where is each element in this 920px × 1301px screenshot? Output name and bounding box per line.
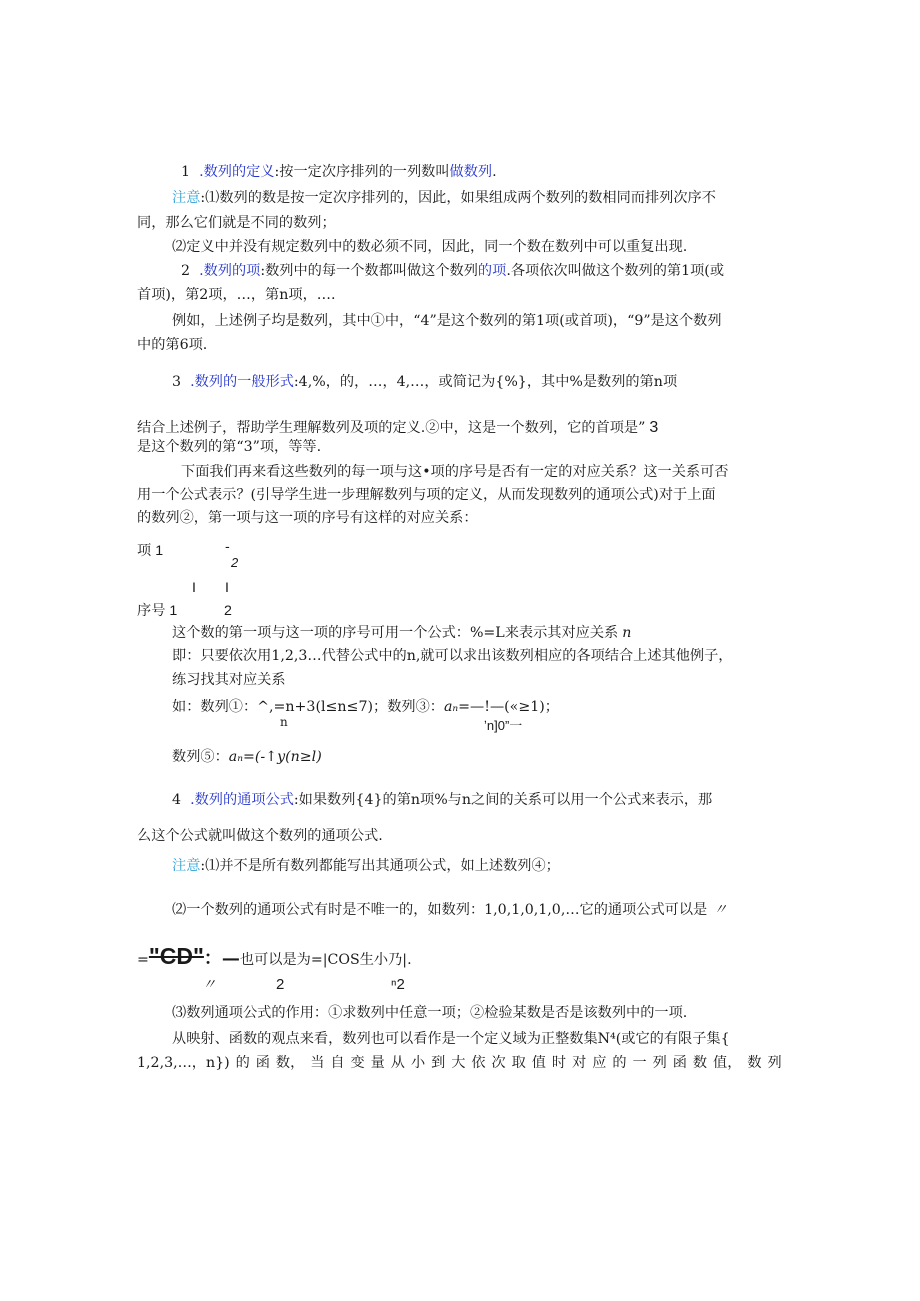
final-line-2-part: 次: [491, 1055, 506, 1071]
final-line-2-part: 数: [692, 1055, 708, 1071]
cd-prefix: =: [137, 952, 149, 968]
section-1-line: [181, 162, 497, 182]
cd-mid: ：—: [203, 948, 240, 969]
final-line-2-part: 从: [390, 1055, 405, 1071]
section-2-term: 的项: [477, 263, 507, 279]
table-bar-1: I: [192, 580, 196, 596]
note-2b-end: 〃: [713, 902, 728, 918]
note-2c-line: ⑶数列通项公式的作用：①求数列中任意一项；②检验某数是否是该数列中的一项.: [172, 1005, 688, 1021]
cd-sub-2: 2: [276, 976, 285, 993]
section-1-end: .: [492, 164, 497, 180]
final-line-2-part: 函: [672, 1055, 687, 1071]
table-item-label: 项: [137, 543, 152, 559]
example-formulas-prefix: 如：数列①：^,=n+3(l≤n≤7)；数列③：: [172, 699, 444, 715]
combine-end: 3: [649, 419, 659, 436]
cd-sub-3: ⁿ2: [391, 976, 405, 993]
section-4-text: :如果数列{4}的第n项%与n之间的关系可以用一个公式来表示，那: [293, 792, 713, 808]
section-2-rest: .各项依次叫做这个数列的第1项(或: [506, 263, 725, 279]
combine-text: 结合上述例子，帮助学生理解数列及项的定义.②中，这是一个数列，它的首项是”: [137, 420, 646, 436]
final-line-2-part: 值，: [713, 1055, 742, 1071]
example-sub-b: ʼn]0”一: [484, 718, 523, 733]
example-formulas-line: [172, 697, 559, 717]
final-line-2-part: 到: [431, 1055, 446, 1071]
cd-big: "CD": [148, 943, 204, 969]
section-2-number: 2: [181, 263, 191, 279]
paragraph-line-1: 下面我们再来看这些数列的每一项与这•项的序号是否有一定的对应关系？这一关系可否: [181, 464, 729, 480]
final-line-2-part: 量: [370, 1055, 385, 1071]
final-line-1: 从映射、函数的观点来看，数列也可以看作是一个定义域为正整数集N⁴(或它的有限子集{: [172, 1031, 730, 1047]
note-1-line: [172, 188, 716, 208]
section-1-title: .数列的定义: [199, 164, 275, 180]
final-line-2-part: 自: [330, 1055, 345, 1071]
final-line-2-part: 函: [255, 1055, 270, 1071]
final-line-2-part: 变: [350, 1055, 365, 1071]
note-2b-text: ⑵一个数列的通项公式有时是不唯一的，如数列：1,0,1,0,1,0,…它的通项公式可以是: [172, 902, 708, 918]
final-line-2-part: 依: [471, 1055, 486, 1071]
table-item-row: [137, 541, 163, 561]
note-2b-line: [172, 900, 727, 920]
sequence-5-prefix: 数列⑤：: [172, 749, 229, 765]
example-sub-n: n: [280, 715, 288, 729]
section-4-number: 4: [172, 792, 182, 808]
section-1-number: 1: [181, 164, 191, 180]
final-line-2-part: 时: [551, 1055, 567, 1071]
note-2-text: :⑴并不是所有数列都能写出其通项公式，如上述数列④；: [200, 858, 560, 874]
example-line-1: 例如，上述例子均是数列，其中①中，“4”是这个数列的第1项(或首项)，“9”是这个数列: [172, 313, 722, 329]
table-fraction-2: 2: [231, 555, 239, 570]
final-line-2-part: 当: [310, 1055, 325, 1071]
section-2-line-2: 首项)，第2项，…，第n项，….: [137, 287, 336, 303]
example-formulas-rest: =—!—(«≥1)；: [458, 699, 559, 715]
final-line-2-part: 数: [747, 1055, 762, 1071]
cd-formula-line: [137, 943, 412, 973]
sequence-5-formula: aₙ=(-↑y(n≥l): [228, 749, 322, 765]
final-line-2-part: 1,2,3,…，n}): [137, 1055, 230, 1071]
section-4-title: .数列的通项公式: [190, 792, 294, 808]
section-3-title: .数列的一般形式: [190, 374, 294, 390]
section-2-line: [181, 261, 724, 281]
section-2-text: :数列中的每一个数都叫做这个数列: [260, 263, 478, 279]
note-1b-line: ⑵定义中并没有规定数列中的数必须不同，因此，同一个数在数列中可以重复出现.: [172, 239, 688, 255]
section-3-number: 3: [172, 374, 182, 390]
section-1-text: :按一定次序排列的一列数叫: [274, 164, 450, 180]
table-seq-1: 1: [169, 603, 178, 619]
table-dash: -: [225, 539, 230, 555]
final-line-2-part: 值: [531, 1055, 546, 1071]
final-line-2-part: 的: [235, 1055, 250, 1071]
table-bar-2: I: [225, 580, 229, 596]
note-2-line: [172, 856, 560, 876]
example-formulas-an: aₙ: [443, 699, 459, 715]
final-line-2-part: 一: [632, 1055, 647, 1071]
note-2-label: 注意: [172, 858, 201, 874]
final-line-2-part: 大: [451, 1055, 466, 1071]
section-4-line: [172, 790, 712, 810]
paragraph-line-2: 用一个公式表示？(引导学生进一步理解数列与项的定义，从而发现数列的通项公式)对于上面: [137, 487, 716, 503]
formula-text-line-1: [172, 623, 631, 643]
section-3-line: [172, 372, 677, 392]
formula-n: n: [622, 625, 632, 641]
note-1-text: :⑴数列的数是按一定次序排列的，因此，如果组成两个数列的数相同而排列次序不: [200, 190, 716, 206]
formula-text-line-3: 练习找其对应关系: [172, 672, 286, 688]
section-2-title: .数列的项: [199, 263, 261, 279]
table-seq-row: [137, 601, 177, 621]
final-line-2-part: 数，: [275, 1055, 305, 1071]
final-line-2-part: 的: [612, 1055, 627, 1071]
final-line-2-part: 对: [572, 1055, 587, 1071]
section-1-term: 做数列: [449, 164, 493, 180]
table-item-1: 1: [155, 543, 164, 559]
sequence-5-line: [172, 747, 322, 767]
table-seq-2: 2: [224, 603, 232, 619]
final-line-2-part: 列: [652, 1055, 667, 1071]
table-seq-label: 序号: [137, 603, 166, 619]
final-line-2-part: 列: [767, 1055, 782, 1071]
final-line-2: [137, 1053, 782, 1073]
paragraph-line-3: 的数列②，第一项与这一项的序号有这样的对应关系：: [137, 510, 478, 526]
formula-text: 这个数的第一项与这一项的序号可用一个公式：%=L来表示其对应关系: [172, 625, 619, 641]
final-line-2-part: 应: [592, 1055, 607, 1071]
section-3-text: :4,%，的，…，4,…，或简记为{%}，其中%是数列的第n项: [293, 374, 678, 390]
final-line-2-part: 小: [410, 1055, 426, 1071]
note-1-line-2: 同，那么它们就是不同的数列；: [137, 215, 336, 231]
formula-text-line-2: 即：只要依次用1,2,3…代替公式中的n,就可以求出该数列相应的各项结合上述其他例子，: [172, 648, 733, 664]
combine-line-2: 是这个数列的第“3”项，等等.: [137, 439, 322, 455]
final-line-2-part: 取: [511, 1055, 526, 1071]
section-4-line-2: 么这个公式就叫做这个数列的通项公式.: [137, 828, 383, 844]
note-1-label: 注意: [172, 190, 201, 206]
combine-line-1: [137, 418, 658, 438]
cd-rest: 也可以是为=|COS生小乃|.: [239, 952, 412, 968]
example-line-2: 中的第6项.: [137, 337, 208, 353]
cd-sub-1: 〃: [202, 977, 217, 993]
